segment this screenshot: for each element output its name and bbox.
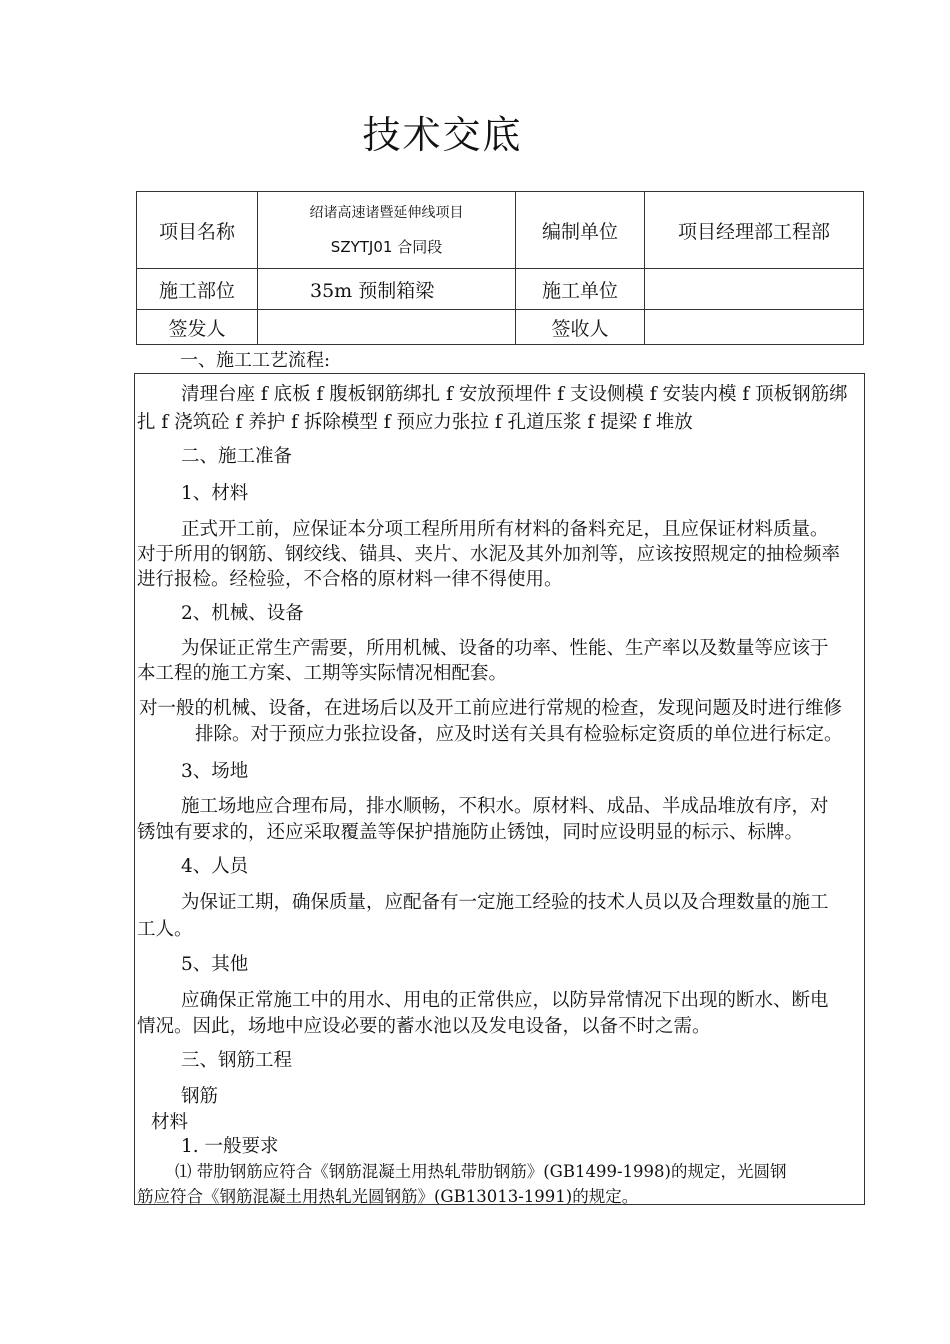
subsection-heading: 钢筋 [181,1086,219,1107]
construction-part-label: 施工部位 [137,269,258,310]
project-name-cell [258,192,516,269]
subsection-heading: 5、其他 [181,954,249,975]
body-line: 本工程的施工方案、工期等实际情况相配套。 [137,663,508,684]
body-line: 应确保正常施工中的用水、用电的正常供应，以防异常情况下出现的断水、断电 [181,990,829,1011]
receiver-value [645,310,864,345]
construction-unit-value [645,269,864,310]
subsection-heading: 4、人员 [181,856,249,877]
compiling-unit-label: 编制单位 [516,192,645,269]
body-line: 工人。 [137,919,193,940]
construction-unit-label: 施工单位 [516,269,645,310]
body-line: ⑴ 带肋钢筋应符合《钢筋混凝土用热轧带肋钢筋》(GB1499-1998)的规定，光圆钢 [175,1162,787,1181]
issuer-label: 签发人 [137,310,258,345]
subsection-heading: 1. 一般要求 [181,1136,279,1157]
document-title: 技术交底 [362,113,523,157]
body-line: 正式开工前，应保证本分项工程所用所有材料的备料充足，且应保证材料质量。 [181,519,829,540]
content-box [134,373,865,1205]
body-line: 为保证工期，确保质量，应配备有一定施工经验的技术人员以及合理数量的施工 [181,892,829,913]
issuer-value [258,310,516,345]
body-line: 情况。因此，场地中应设必要的蓄水池以及发电设备，以备不时之需。 [137,1016,711,1037]
body-line: 锈蚀有要求的，还应采取覆盖等保护措施防止锈蚀，同时应设明显的标示、标牌。 [137,822,804,843]
project-name-line2: SZYTJ01 合同段 [330,238,443,256]
body-line: 筋应符合《钢筋混凝土用热轧光圆钢筋》(GB13013-1991)的规定。 [137,1187,639,1206]
project-name-label: 项目名称 [137,192,258,269]
body-line: 施工场地应合理布局，排水顺畅，不积水。原材料、成品、半成品堆放有序，对 [181,796,829,817]
subsection-heading: 1、材料 [181,483,249,504]
section-heading-process: 一、施工工艺流程: [180,350,331,371]
body-line: 对于所用的钢筋、钢绞线、锚具、夹片、水泥及其外加剂等，应该按照规定的抽检频率 [137,544,841,565]
subsection-heading: 材料 [151,1112,189,1133]
subsection-heading: 2、机械、设备 [181,603,304,624]
project-name-line1: 绍诸高速诸暨延伸线项目 [309,205,464,221]
subsection-heading: 3、场地 [181,761,249,782]
construction-part-value: 35m 预制箱梁 [258,269,516,310]
section-heading: 二、施工准备 [181,446,293,467]
body-line: 为保证正常生产需要，所用机械、设备的功率、性能、生产率以及数量等应该于 [181,638,829,659]
body-line: 对一般的机械、设备，在进场后以及开工前应进行常规的检查，发现问题及时进行维修 [139,698,843,719]
receiver-label: 签收人 [516,310,645,345]
compiling-unit-value: 项目经理部工程部 [645,192,864,269]
body-line: 扎 f 浇筑砼 f 养护 f 拆除模型 f 预应力张拉 f 孔道压浆 f 提梁 f 堆放 [137,412,693,433]
body-line: 排除。对于预应力张拉设备，应及时送有关具有检验标定资质的单位进行标定。 [195,724,843,745]
body-line: 进行报检。经检验，不合格的原材料一律不得使用。 [137,569,563,590]
body-line: 清理台座 f 底板 f 腹板钢筋绑扎 f 安放预埋件 f 支设侧模 f 安装内模 f 顶板钢筋绑 [181,384,848,405]
section-heading: 三、钢筋工程 [181,1050,293,1071]
header-table [136,191,864,345]
